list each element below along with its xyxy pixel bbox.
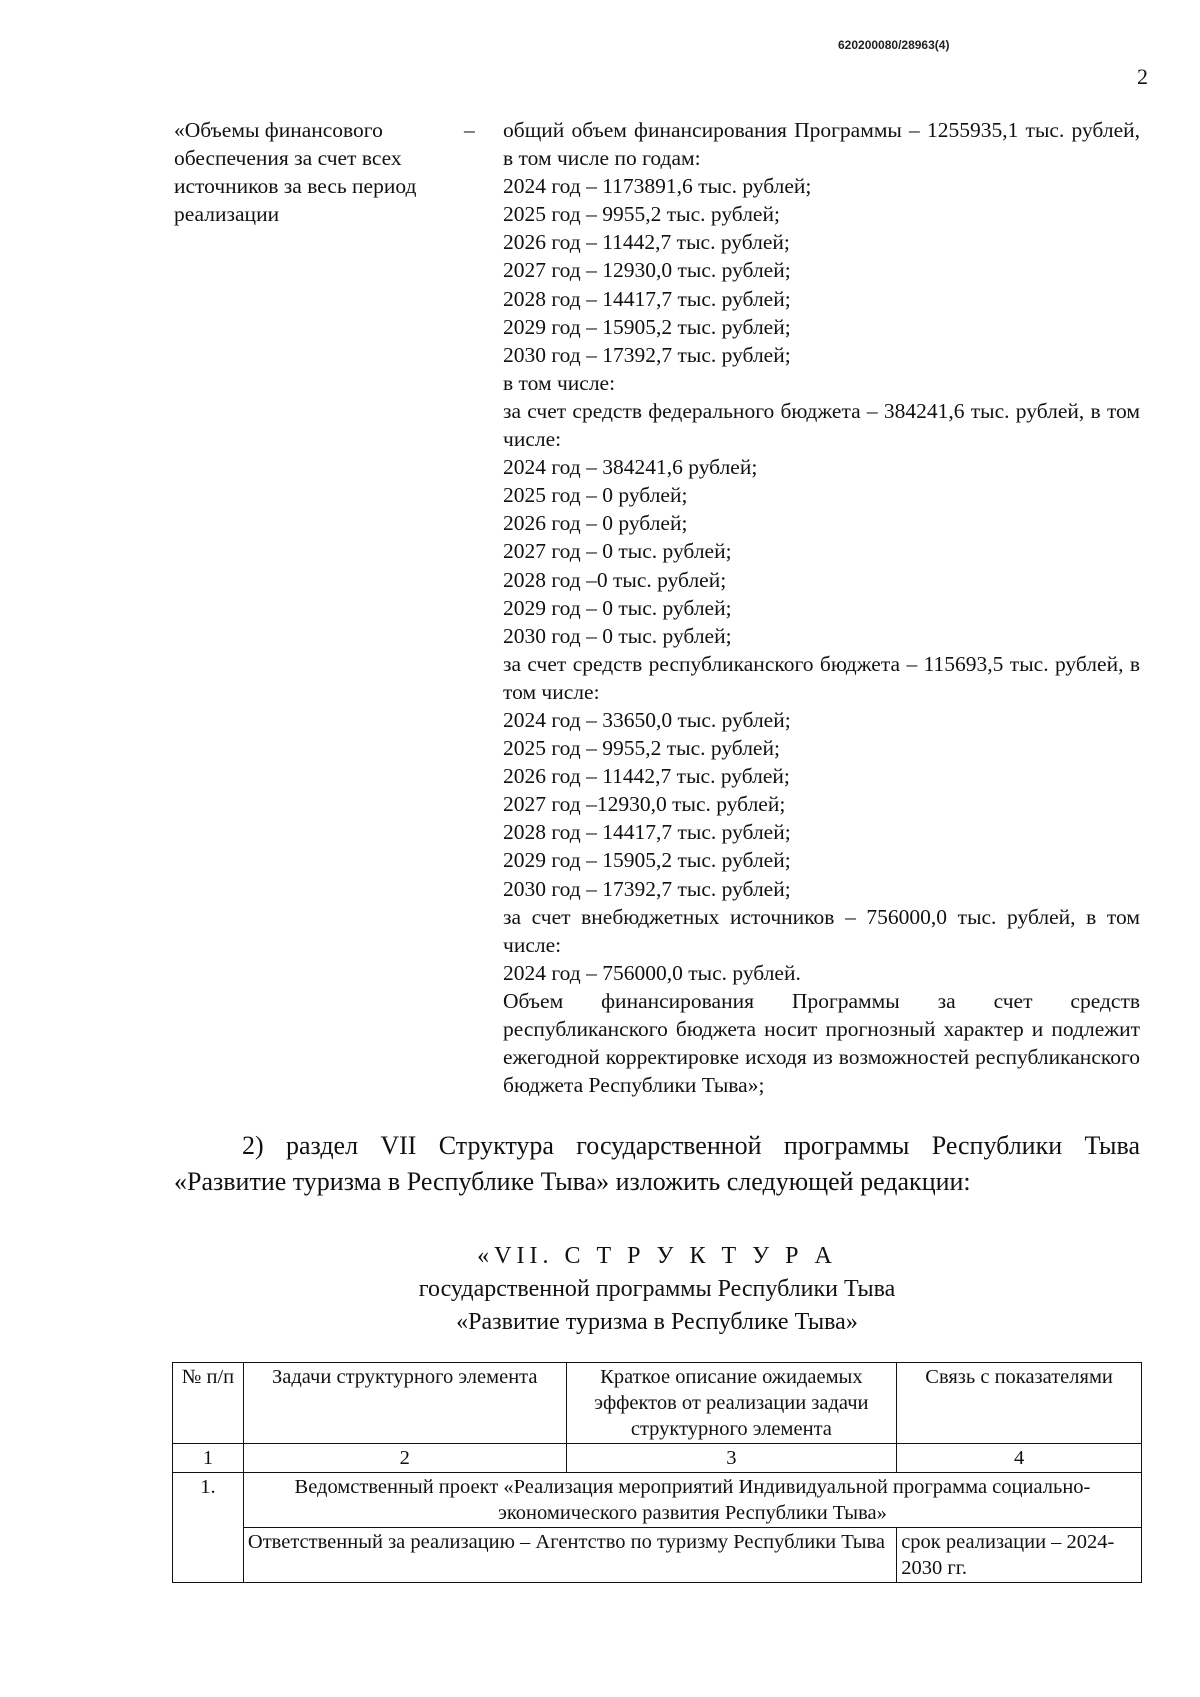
document-id: 620200080/28963(4): [838, 38, 950, 52]
section-heading: [174, 1240, 1140, 1339]
passport-line: 2026 год – 11442,7 тыс. рублей;: [503, 230, 790, 255]
passport-line: 2030 год – 17392,7 тыс. рублей;: [503, 342, 791, 367]
passport-line: 2024 год – 1173891,6 тыс. рублей;: [503, 174, 812, 199]
passport-line: 2029 год – 15905,2 тыс. рублей;: [503, 848, 791, 873]
structure-table: [172, 1362, 1142, 1583]
passport-line: 2028 год – 14417,7 тыс. рублей;: [503, 820, 791, 845]
passport-line: 2029 год – 15905,2 тыс. рублей;: [503, 314, 791, 339]
passport-line: 2030 год – 0 тыс. рублей;: [503, 623, 732, 648]
header-cell-effects: Краткое описание ожидаемых эффектов от реализации задачи структурного элемента: [566, 1363, 897, 1444]
heading-line-3: «Развитие туризма в Республике Тыва»: [456, 1309, 858, 1335]
heading-line-2: государственной программы Республики Тыва: [418, 1276, 896, 1302]
passport-line: 2024 год – 756000,0 тыс. рублей.: [503, 960, 801, 985]
heading-line-1: «VII. С Т Р У К Т У Р А: [477, 1243, 837, 1269]
column-number: 2: [243, 1444, 566, 1473]
passport-line: 2030 год – 17392,7 тыс. рублей;: [503, 876, 791, 901]
table-row: [173, 1473, 1142, 1528]
passport-line: 2025 год – 9955,2 тыс. рублей;: [503, 736, 780, 761]
passport-label: «Объемы финансового обеспечения за счет всех источников за весь период реализации: [174, 118, 417, 226]
table-column-numbers-row: [173, 1444, 1142, 1473]
passport-line: за счет внебюджетных источников – 756000,0 тыс. рублей, в том числе:: [503, 904, 1140, 957]
table-header-row: [173, 1363, 1142, 1444]
passport-line: 2024 год – 33650,0 тыс. рублей;: [503, 707, 791, 732]
column-number: 3: [566, 1444, 897, 1473]
term-cell: срок реализации – 2024-2030 гг.: [897, 1528, 1142, 1583]
passport-line: 2027 год – 0 тыс. рублей;: [503, 539, 732, 564]
header-cell-number: № п/п: [173, 1363, 244, 1444]
passport-line: 2028 год –0 тыс. рублей;: [503, 567, 727, 592]
column-number: 4: [897, 1444, 1142, 1473]
header-cell-indicators: Связь с показателями: [897, 1363, 1142, 1444]
passport-line: 2025 год – 9955,2 тыс. рублей;: [503, 202, 780, 227]
amendment-text: 2) раздел VII Структура государственной программы Республики Тыва «Развитие туризма в Республике Тыва» изложить следующей редакции:: [174, 1131, 1140, 1196]
passport-line: в том числе:: [503, 370, 616, 395]
passport-line: 2025 год – 0 рублей;: [503, 483, 688, 508]
passport-line: 2026 год – 11442,7 тыс. рублей;: [503, 764, 790, 789]
passport-line: 2024 год – 384241,6 рублей;: [503, 455, 758, 480]
row-number: 1.: [173, 1473, 244, 1583]
passport-line: 2026 год – 0 рублей;: [503, 511, 688, 536]
page-number: 2: [1137, 64, 1148, 89]
passport-line: 2027 год –12930,0 тыс. рублей;: [503, 792, 786, 817]
passport-line: 2027 год – 12930,0 тыс. рублей;: [503, 258, 791, 283]
amendment-paragraph: [174, 1128, 1140, 1200]
column-number: 1: [173, 1444, 244, 1473]
passport-line: за счет средств федерального бюджета – 384241,6 тыс. рублей, в том числе:: [503, 398, 1140, 452]
passport-line: 2028 год – 14417,7 тыс. рублей;: [503, 286, 791, 311]
passport-dash: –: [464, 118, 475, 142]
passport-line: за счет средств республиканского бюджета – 115693,5 тыс. рублей, в том числе:: [503, 651, 1140, 704]
passport-line: Объем финансирования Программы за счет средств республиканского бюджета носит прогнозный характер и подлежит ежегодной корректировке исходя из возможностей республиканского бюджета Республики Тыва»;: [503, 988, 1140, 1098]
project-title-cell: Ведомственный проект «Реализация мероприятий Индивидуальной программа социально-экономического развития Республики Тыва»: [243, 1473, 1141, 1528]
passport-line: 2029 год – 0 тыс. рублей;: [503, 595, 732, 620]
passport-values: [503, 116, 1140, 1099]
table-row: [173, 1528, 1142, 1583]
passport-line: общий объем финансирования Программы – 1255935,1 тыс. рублей, в том числе по годам:: [503, 118, 1140, 171]
responsible-cell: Ответственный за реализацию – Агентство по туризму Республики Тыва: [243, 1528, 896, 1583]
header-cell-tasks: Задачи структурного элемента: [243, 1363, 566, 1444]
